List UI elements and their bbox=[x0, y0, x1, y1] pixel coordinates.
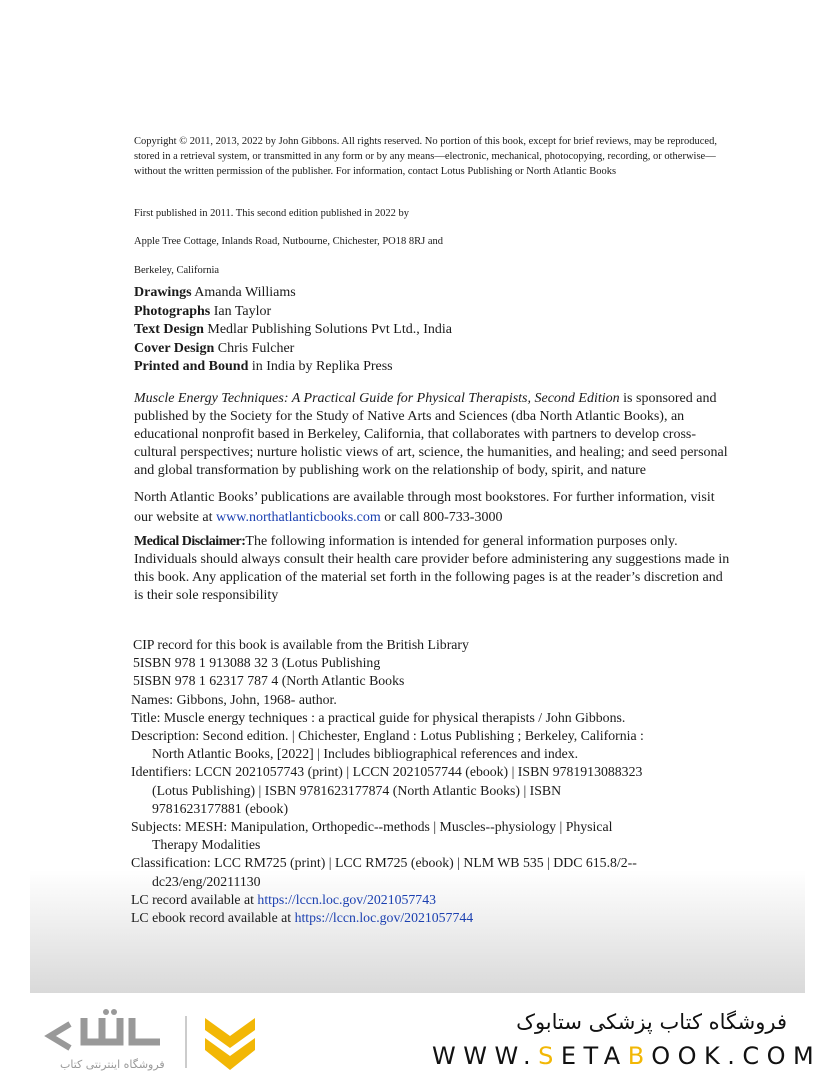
lc-record: LC record available at https://lccn.loc.gov/2021057743 bbox=[131, 891, 436, 907]
credit-drawings: Drawings Amanda Williams bbox=[134, 285, 296, 300]
cip-classification: Classification: LCC RM725 (print) | LCC RM725 (ebook) | NLM WB 535 | DDC 615.8/2--dc23/eng/20211130 bbox=[131, 855, 637, 889]
store-url[interactable]: WWW.SETABOOK.COM bbox=[432, 1042, 822, 1070]
cip-names: Names: Gibbons, John, 1968- author. bbox=[131, 691, 337, 707]
credit-printing: Printed and Bound in India by Replika Press bbox=[134, 359, 393, 374]
sponsor-paragraph: Muscle Energy Techniques: A Practical Guide for Physical Therapists, Second Edition is sponsored and published by the Society for the Study of Native Arts and Sciences (dba North Atlantic Books), an educational nonprofit based in Berkeley, California, that collaborates with partners to develop cross-cultural perspectives; nurture holistic views of art, science, the humanities, and healing; and seed personal and global transformation by publishing work on the relationship of body, spirit, and nature bbox=[134, 391, 728, 478]
isbn-lotus: 5ISBN 978 1 913088 32 3 (Lotus Publishing bbox=[133, 655, 381, 671]
credit-cover-design: Cover Design Chris Fulcher bbox=[134, 340, 295, 356]
cip-description: Description: Second edition. | Chichester, England : Lotus Publishing ; Berkeley, California : North Atlantic Books, [2022] | Includes bibliographical references and index. bbox=[131, 728, 644, 762]
credit-text-design: Text Design Medlar Publishing Solutions Pvt Ltd., India bbox=[134, 322, 453, 337]
lc-ebook-record-link[interactable]: https://lccn.loc.gov/2021057744 bbox=[294, 910, 474, 926]
publisher-website-link[interactable]: www.northatlanticbooks.com bbox=[216, 510, 381, 525]
lc-record-link[interactable]: https://lccn.loc.gov/2021057743 bbox=[257, 891, 436, 907]
setabook-logo bbox=[40, 1008, 300, 1079]
cip-subjects: Subjects: MESH: Manipulation, Orthopedic--methods | Muscles--physiology | Physical Therapy Modalities bbox=[131, 819, 613, 853]
publisher-address: Apple Tree Cottage, Inlands Road, Nutbourne, Chichester, PO18 8RJ and bbox=[134, 236, 444, 247]
medical-disclaimer: Medical Disclaimer:The following information is intended for general information purposes only. Individuals should always consult their health care provider before administering any suggestions made in this book. Any application of the material set forth in the following pages is at the reader’s discretion and is their sole responsibility bbox=[134, 534, 730, 603]
first-published: First published in 2011. This second edition published in 2022 by bbox=[134, 208, 410, 219]
copyright-notice: Copyright © 2011, 2013, 2022 by John Gibbons. All rights reserved. No portion of this book, except for brief reviews, may be reproduced, stored in a retrieval system, or transmitted in any form or by any means—electronic, mechanical, photocopying, recording, or otherwise—without the written permission of the publisher. For information, contact Lotus Publishing or North Atlantic Books bbox=[134, 136, 717, 177]
cip-title: Title: Muscle energy techniques : a practical guide for physical therapists / John Gibbons. bbox=[131, 709, 626, 725]
isbn-nab: 5ISBN 978 1 62317 787 4 (North Atlantic Books bbox=[133, 673, 405, 689]
credits bbox=[134, 284, 734, 377]
cip-line: CIP record for this book is available from the British Library bbox=[133, 637, 469, 652]
cip-record bbox=[131, 636, 651, 927]
lc-ebook-record: LC ebook record available at https://lccn.loc.gov/2021057744 bbox=[131, 910, 474, 926]
store-name: فروشگاه کتاب پزشکی ستابوک bbox=[516, 1010, 787, 1034]
availability-paragraph: North Atlantic Books’ publications are available through most bookstores. For further information, visit our website at www.northatlanticbooks.com or call 800-733-3000 bbox=[134, 490, 715, 525]
credit-photographs: Photographs Ian Taylor bbox=[134, 303, 272, 319]
publisher-location: Berkeley, California bbox=[134, 265, 220, 276]
logo-caption: فروشگاه اینترنتی کتاب bbox=[60, 1058, 165, 1071]
cip-identifiers: Identifiers: LCCN 2021057743 (print) | LCCN 2021057744 (ebook) | ISBN 9781913088323 (Lotus Publishing) | ISBN 9781623177874 (North Atlantic Books) | ISBN 9781623177881 (ebook) bbox=[131, 764, 643, 816]
